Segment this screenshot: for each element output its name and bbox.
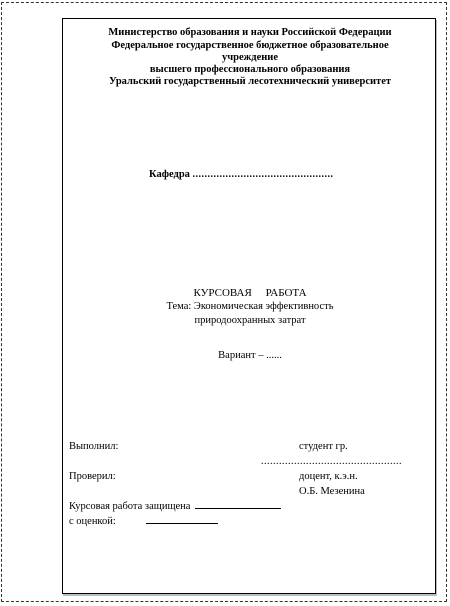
grade-label: с оценкой: (69, 516, 116, 527)
performed-name-placeholder: ............................................... (261, 456, 402, 467)
title-page-frame (62, 18, 436, 594)
checked-role: доцент, к.э.н. (299, 471, 358, 482)
education-level-line: высшего профессионального образования (149, 64, 351, 75)
checked-label: Проверил: (69, 471, 116, 482)
performed-role: студент гр. (299, 441, 348, 452)
department-placeholder: ............................................... (192, 169, 334, 180)
performed-label: Выполнил: (69, 441, 119, 452)
work-type-title: КУРСОВАЯ РАБОТА (193, 287, 307, 299)
defended-row (69, 501, 281, 514)
defended-label: Курсовая работа защищена (69, 501, 191, 512)
institution-line: Федеральное государственное бюджетное образовательное (111, 40, 389, 51)
grade-row (69, 516, 218, 529)
grade-line (146, 523, 218, 524)
defended-signature-line (195, 508, 281, 509)
ministry-line: Министерство образования и науки Российской Федерации (108, 27, 392, 38)
university-name: Уральский государственный лесотехнический университет (108, 76, 392, 87)
variant-line: Вариант – ...... (218, 350, 282, 361)
page-outer-border (1, 2, 447, 602)
institution-line-2: учреждение (221, 52, 279, 63)
work-topic: Тема: Экономическая эффективность (166, 301, 334, 312)
work-topic-line-2: природоохранных затрат (194, 315, 306, 326)
department-label: Кафедра (149, 169, 190, 180)
department-row (149, 169, 334, 182)
checked-name: О.Б. Мезенина (299, 486, 365, 497)
